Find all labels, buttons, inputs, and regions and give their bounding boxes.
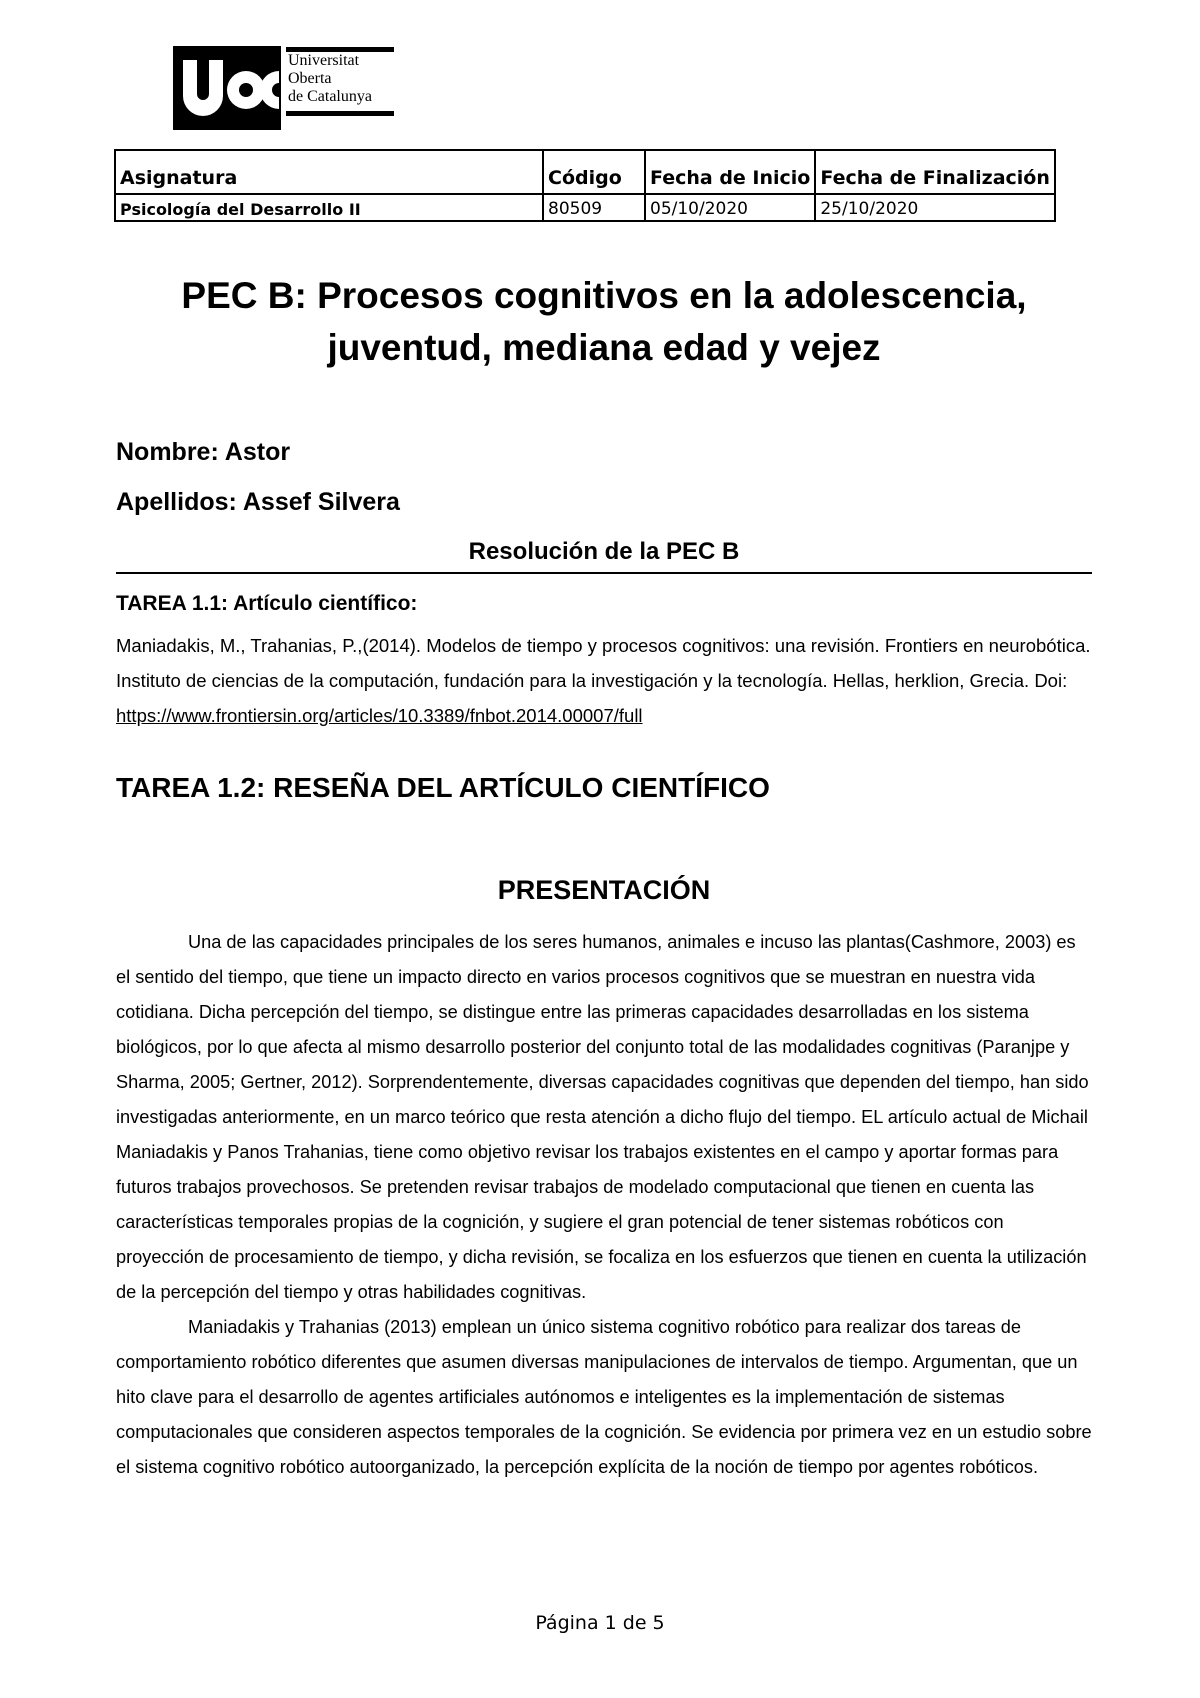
cell-fecha-finalizacion: 25/10/2020 bbox=[815, 194, 1055, 221]
logo-wordmark bbox=[288, 52, 372, 106]
cell-fecha-inicio: 05/10/2020 bbox=[645, 194, 815, 221]
cell-asignatura: Psicología del Desarrollo II bbox=[115, 194, 543, 221]
table-header-row bbox=[115, 150, 1055, 194]
logo-bottom-rule bbox=[286, 111, 394, 116]
header-asignatura: Asignatura bbox=[115, 150, 543, 194]
table-row bbox=[115, 194, 1055, 221]
doi-link[interactable]: https://www.frontiersin.org/articles/10.3389/fnbot.2014.00007/full bbox=[116, 705, 643, 726]
section-heading-resolucion: Resolución de la PEC B bbox=[116, 538, 1092, 574]
header-fecha-finalizacion: Fecha de Finalización bbox=[815, 150, 1055, 194]
page-number-footer: Página 1 de 5 bbox=[535, 1612, 665, 1634]
title-line-1: PEC B: Procesos cognitivos en la adolescencia, bbox=[181, 275, 1027, 316]
article-reference bbox=[116, 628, 1096, 733]
logo-line-3: de Catalunya bbox=[288, 88, 372, 105]
header-fecha-inicio: Fecha de Inicio bbox=[645, 150, 815, 194]
paragraph: Maniadakis y Trahanias (2013) emplean un único sistema cognitivo robótico para realizar dos tareas de comportamiento robótico diferentes que asumen diversas manipulaciones de intervalos de tiempo. Argumentan, que un hito clave para el desarrollo de agentes artificiales autónomos e inteligentes es la implementación de sistemas computacionales que consideren aspectos temporales de la cognición. Se evidencia por primera vez en un estudio sobre el sistema cognitivo robótico autoorganizado, la percepción explícita de la noción de tiempo por agentes robóticos. bbox=[116, 1317, 1092, 1477]
body-text bbox=[116, 925, 1092, 1485]
task-1-1-heading: TAREA 1.1: Artículo científico: bbox=[116, 592, 418, 615]
student-first-name: Nombre: Astor bbox=[116, 438, 291, 466]
document-title bbox=[114, 270, 1094, 374]
reference-text: Maniadakis, M., Trahanias, P.,(2014). Modelos de tiempo y procesos cognitivos: una revisión. Frontiers en neurobótica. Instituto de ciencias de la computación, fundación para la investigación y la tecnología. Hellas, herklion, Grecia. Doi: bbox=[116, 635, 1091, 691]
course-info-table bbox=[114, 149, 1056, 222]
cell-codigo: 80509 bbox=[543, 194, 645, 221]
title-line-2: juventud, mediana edad y vejez bbox=[327, 327, 881, 368]
student-last-name: Apellidos: Assef Silvera bbox=[116, 488, 400, 516]
logo-line-1: Universitat bbox=[288, 52, 360, 69]
paragraph: Una de las capacidades principales de los seres humanos, animales e incuso las plantas(Cashmore, 2003) es el sentido del tiempo, que tiene un impacto directo en varios procesos cognitivos que se muestran en nuestra vida cotidiana. Dicha percepción del tiempo, se distingue entre las primeras capacidades desarrolladas en los sistema biológicos, por lo que afecta al mismo desarrollo posterior del conjunto total de las modalidades cognitivas (Paranjpe y Sharma, 2005; Gertner, 2012). Sorprendentemente, diversas capacidades cognitivas que dependen del tiempo, han sido investigadas anteriormente, en un marco teórico que resta atención a dicho flujo del tiempo. EL artículo actual de Michail Maniadakis y Panos Trahanias, tiene como objetivo revisar los trabajos existentes en el campo y aportar formas para futuros trabajos provechosos. Se pretenden revisar trabajos de modelado computacional que tienen en cuenta las características temporales propias de la cognición, y sugiere el gran potencial de tener sistemas robóticos con proyección de procesamiento de tiempo, y dicha revisión, se focaliza en los esfuerzos que tienen en cuenta la utilización de la percepción del tiempo y otras habilidades cognitivas. bbox=[116, 932, 1089, 1302]
section-heading-presentacion: PRESENTACIÓN bbox=[497, 875, 711, 905]
task-1-2-heading: TAREA 1.2: RESEÑA DEL ARTÍCULO CIENTÍFICO bbox=[116, 772, 770, 803]
header-codigo: Código bbox=[543, 150, 645, 194]
logo-line-2: Oberta bbox=[288, 70, 332, 87]
